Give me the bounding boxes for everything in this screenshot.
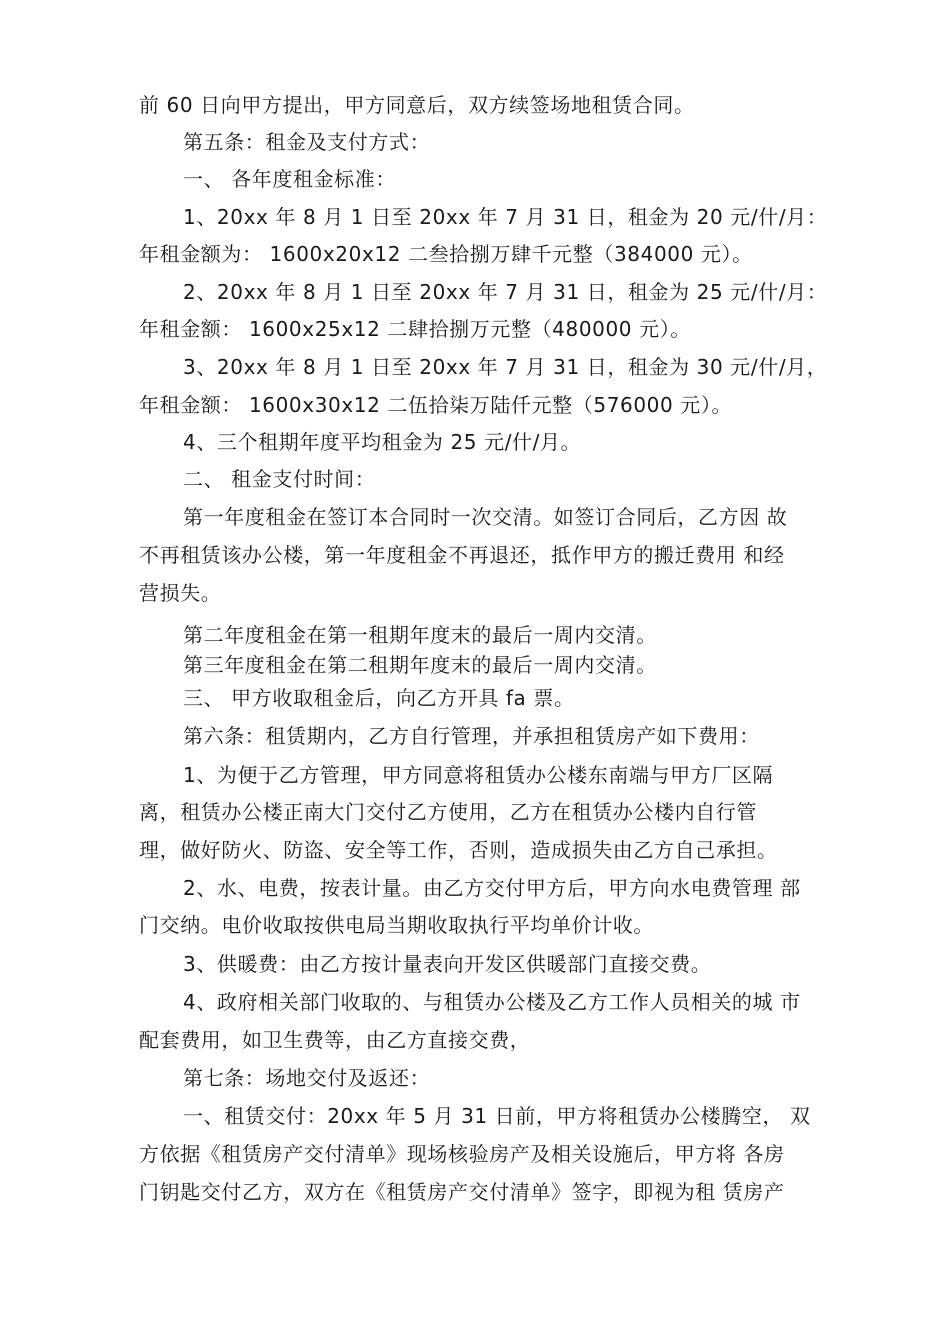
text-line: 不再租赁该办公楼，第一年度租金不再退还，抵作甲方的搬迁费用 和经: [139, 543, 785, 567]
text-line: 离，租赁办公楼正南大门交付乙方使用，乙方在租赁办公楼内自行管: [139, 800, 757, 824]
text-line: 1、为便于乙方管理，甲方同意将租赁办公楼东南端与甲方厂区隔: [183, 763, 774, 787]
text-line: 方依据《租赁房产交付清单》现场核验房产及相关设施后，甲方将 各房: [139, 1142, 785, 1166]
text-line: 3、供暖费：由乙方按计量表向开发区供暖部门直接交费。: [183, 952, 712, 976]
text-line: 年租金额为： 1600x20x12 二叁拾捌万肆千元整（384000 元）。: [139, 242, 753, 266]
text-line: 年租金额： 1600x25x12 二肆拾捌万元整（480000 元）。: [139, 317, 691, 341]
text-line: 前 60 日向甲方提出，甲方同意后，双方续签场地租赁合同。: [139, 93, 695, 117]
text-line: 2、水、电费，按表计量。由乙方交付甲方后，甲方向水电费管理 部: [183, 876, 801, 900]
section-heading: 一、 各年度租金标准：: [183, 167, 396, 191]
section-heading: 三、 甲方收取租金后，向乙方开具 fa 票。: [183, 686, 575, 710]
text-line: 配套费用，如卫生费等，由乙方直接交费，: [139, 1028, 531, 1052]
text-line: 4、三个租期年度平均租金为 25 元/什/月。: [183, 430, 582, 454]
article-heading: 第六条：租赁期内，乙方自行管理，并承担租赁房产如下费用：: [183, 724, 760, 748]
article-heading: 第七条：场地交付及返还：: [183, 1066, 431, 1090]
text-line: 年租金额： 1600x30x12 二伍拾柒万陆仟元整（576000 元）。: [139, 393, 733, 417]
text-line: 第二年度租金在第一租期年度末的最后一周内交清。: [183, 623, 657, 647]
section-heading: 二、 租金支付时间：: [183, 467, 376, 491]
text-line: 门交纳。电价收取按供电局当期收取执行平均单价计收。: [139, 913, 654, 937]
article-heading: 第五条：租金及支付方式：: [183, 130, 431, 154]
text-line: 理，做好防火、防盗、安全等工作，否则，造成损失由乙方自己承担。: [139, 838, 778, 862]
text-line: 第三年度租金在第二租期年度末的最后一周内交清。: [183, 653, 657, 677]
text-line: 门钥匙交付乙方，双方在《租赁房产交付清单》签字，即视为租 赁房产: [139, 1180, 785, 1204]
text-line: 营损失。: [139, 581, 222, 605]
text-line: 4、政府相关部门收取的、与租赁办公楼及乙方工作人员相关的城 市: [183, 990, 801, 1014]
text-line: 3、20xx 年 8 月 1 日至 20xx 年 7 月 31 日，租金为 30 元/什/月，: [183, 355, 828, 379]
text-line: 2、20xx 年 8 月 1 日至 20xx 年 7 月 31 日，租金为 25 元/什/月：: [183, 280, 828, 304]
text-line: 第一年度租金在签订本合同时一次交清。如签订合同后，乙方因 故: [183, 505, 788, 529]
text-line: 一、租赁交付：20xx 年 5 月 31 日前，甲方将租赁办公楼腾空， 双: [183, 1104, 811, 1128]
text-line: 1、20xx 年 8 月 1 日至 20xx 年 7 月 31 日，租金为 20 元/什/月：: [183, 205, 828, 229]
